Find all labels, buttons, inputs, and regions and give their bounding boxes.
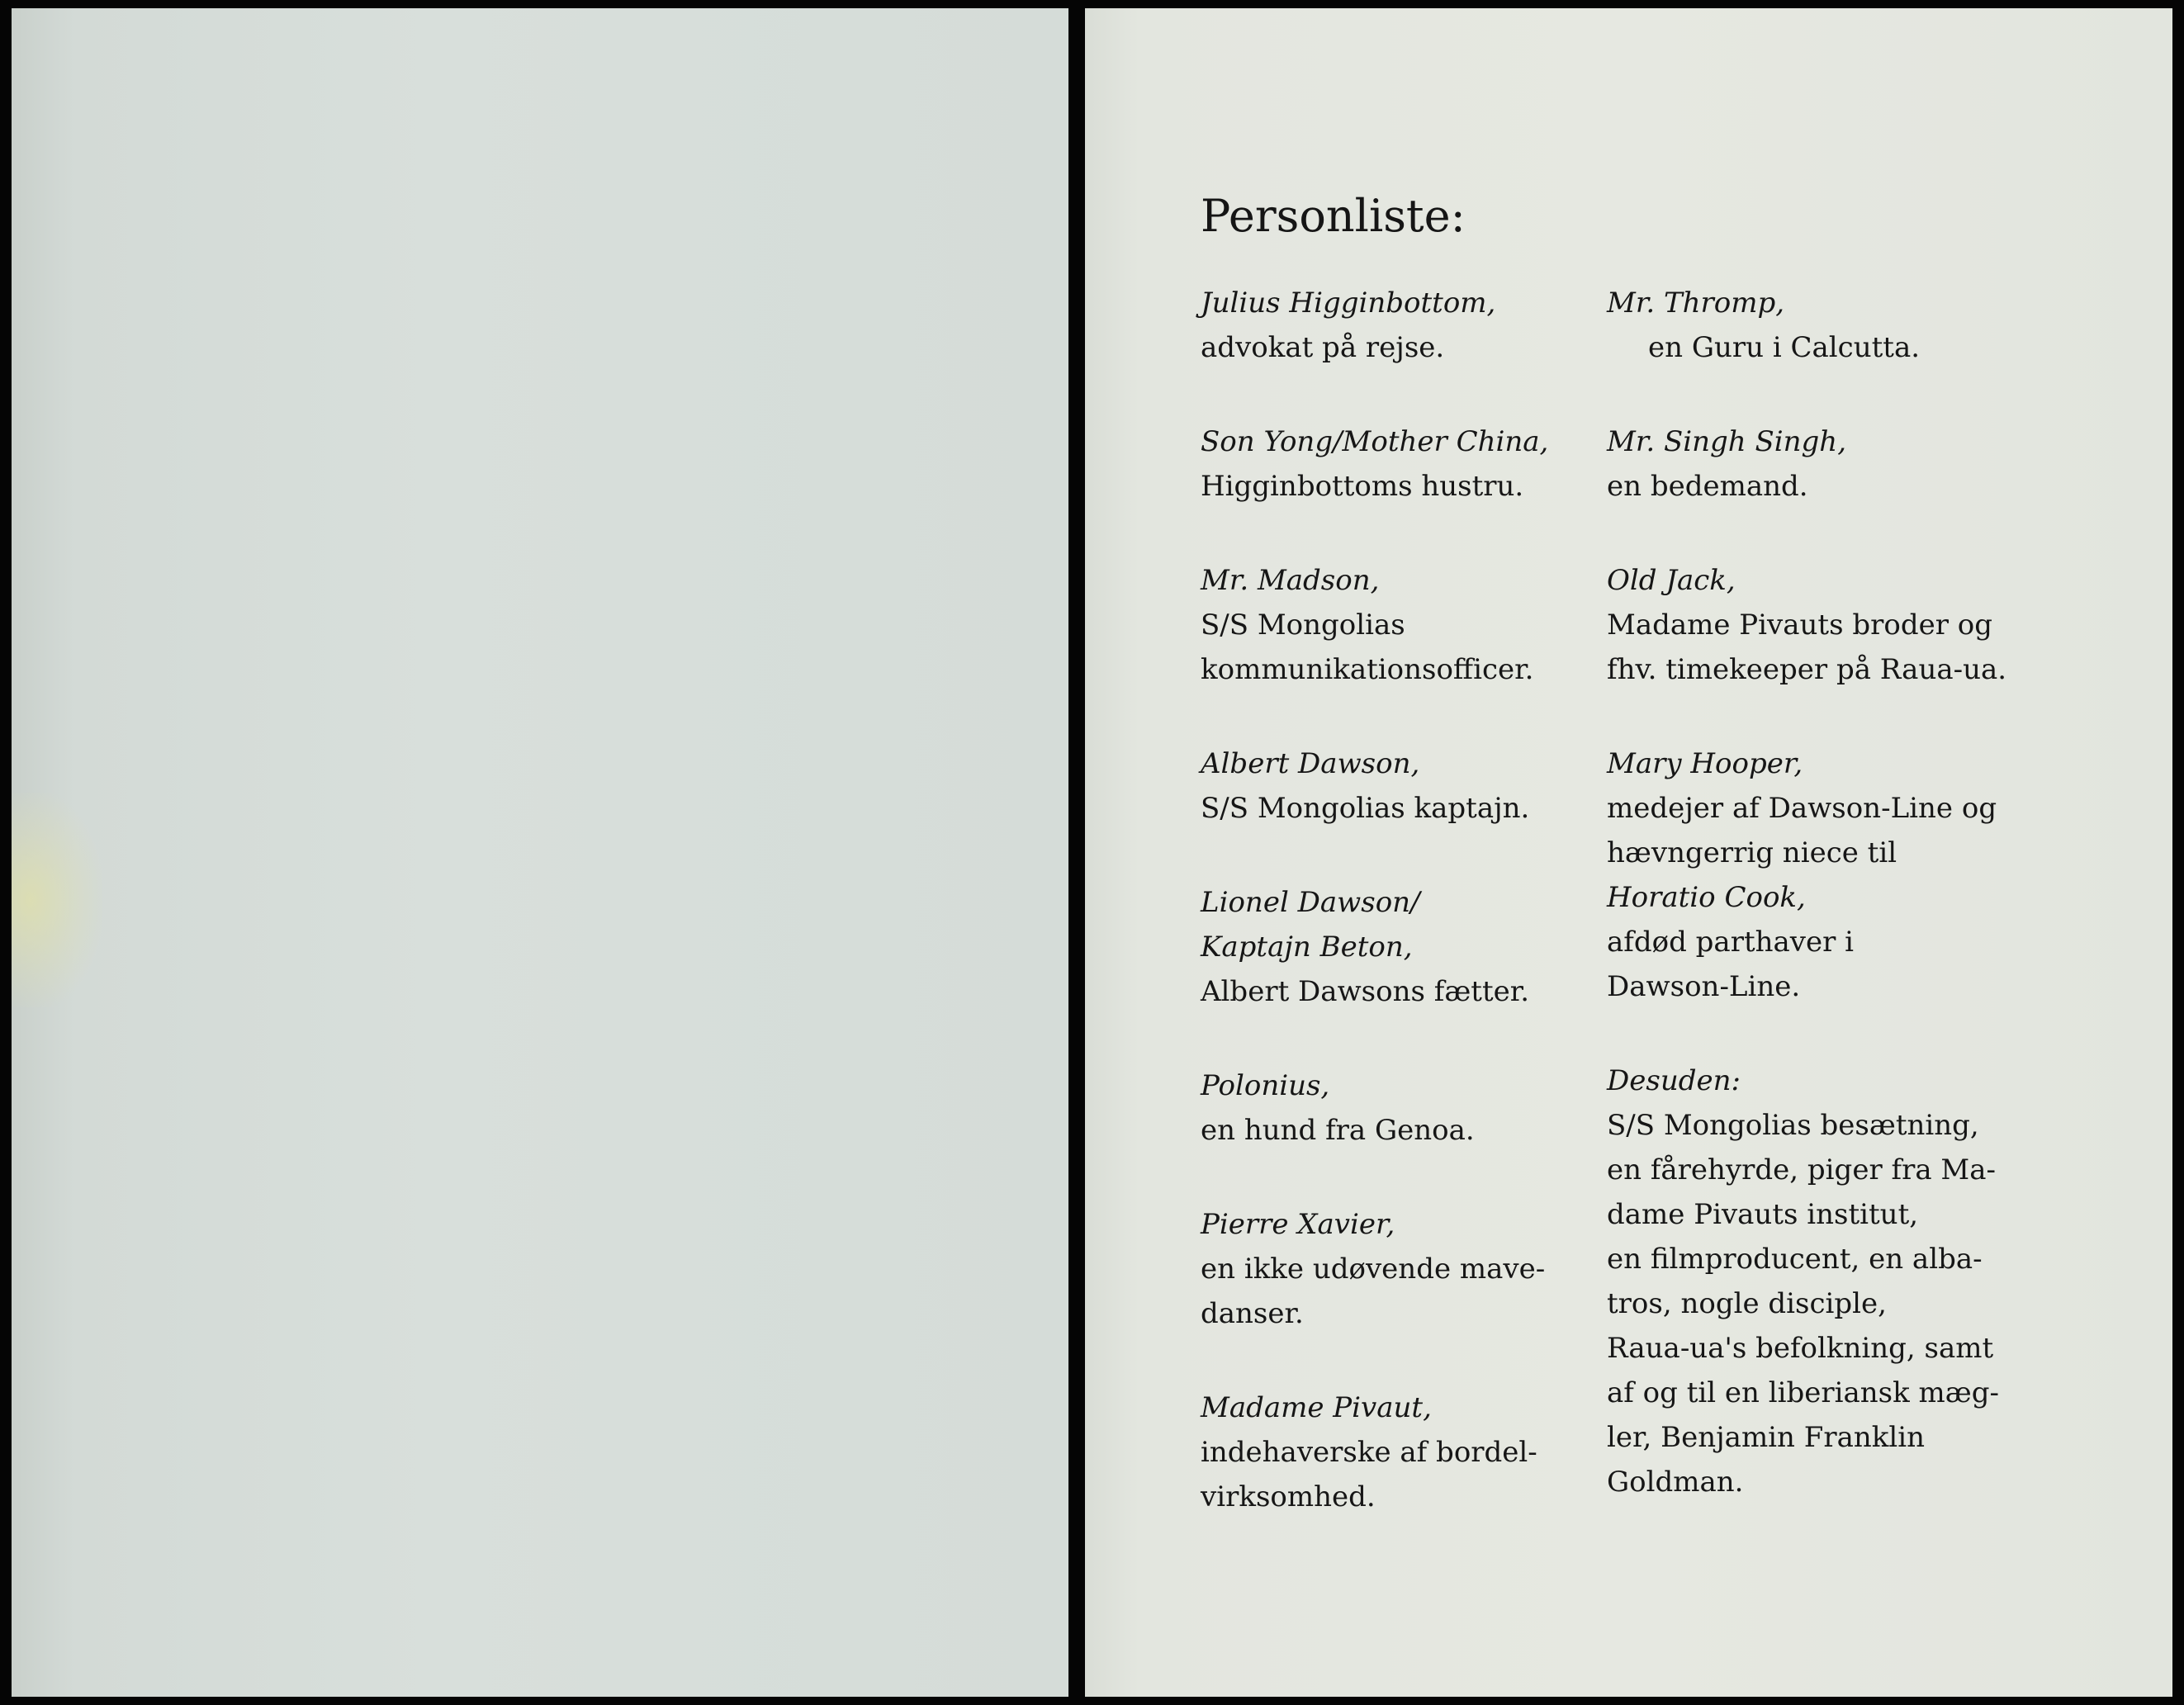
cast-entry	[1607, 419, 2036, 509]
cast-entry	[1607, 1059, 2036, 1504]
page-stain	[12, 793, 102, 1007]
character-name: Horatio Cook,	[1607, 881, 1806, 914]
character-description: virksomhed.	[1201, 1480, 1376, 1513]
character-description: S/S Mongolias kaptajn.	[1201, 792, 1530, 825]
cast-entry	[1607, 558, 2036, 692]
character-name: Old Jack,	[1607, 564, 1736, 597]
cast-entry	[1607, 741, 2036, 1009]
character-description: Goldman.	[1607, 1466, 1744, 1499]
character-name: Polonius,	[1201, 1069, 1330, 1102]
cast-entry	[1201, 558, 1630, 692]
character-description: af og til en liberiansk mæg-	[1607, 1376, 1999, 1409]
cast-entry	[1607, 281, 2036, 370]
character-description: tros, nogle disciple,	[1607, 1287, 1887, 1320]
character-name: Mr. Madson,	[1201, 564, 1380, 597]
character-name: Mr. Thromp,	[1607, 287, 1785, 320]
character-name: Pierre Xavier,	[1201, 1208, 1395, 1241]
cast-column-right	[1607, 281, 2036, 1554]
character-description: en Guru i Calcutta.	[1648, 331, 1921, 364]
character-description: danser.	[1201, 1297, 1304, 1330]
character-description: en fårehyrde, piger fra Ma-	[1607, 1153, 1996, 1186]
section-label: Desuden:	[1607, 1064, 1741, 1097]
character-description: fhv. timekeeper på Raua-ua.	[1607, 653, 2007, 686]
character-description: en bedemand.	[1607, 470, 1808, 503]
character-description: Raua-ua's befolkning, samt	[1607, 1332, 1994, 1365]
cast-entry	[1201, 419, 1630, 509]
character-description: medejer af Dawson-Line og	[1607, 792, 1997, 825]
character-description: en ikke udøvende mave-	[1201, 1253, 1546, 1286]
character-description: advokat på rejse.	[1201, 331, 1445, 364]
character-name: Kaptajn Beton,	[1201, 931, 1413, 964]
character-name: Albert Dawson,	[1201, 747, 1420, 780]
left-page-blank	[12, 8, 1068, 1697]
page-title: Personliste:	[1201, 190, 1466, 242]
character-name: Madame Pivaut,	[1201, 1391, 1432, 1424]
cast-entry	[1201, 1063, 1630, 1153]
character-description: indehaverske af bordel-	[1201, 1436, 1537, 1469]
character-name: Lionel Dawson/	[1201, 886, 1420, 919]
cast-entry	[1201, 1202, 1630, 1336]
character-description: en hund fra Genoa.	[1201, 1114, 1475, 1147]
character-description: en filmproducent, en alba-	[1607, 1243, 1983, 1276]
character-description: afdød parthaver i	[1607, 926, 1855, 959]
character-name: Mary Hooper,	[1607, 747, 1803, 780]
cast-entry	[1201, 741, 1630, 831]
character-description: Madame Pivauts broder og	[1607, 609, 1993, 642]
character-name: Julius Higginbottom,	[1201, 287, 1496, 320]
character-description: dame Pivauts institut,	[1607, 1198, 1919, 1231]
cast-entry	[1201, 1385, 1630, 1519]
cast-entry	[1201, 281, 1630, 370]
character-description: S/S Mongolias besætning,	[1607, 1109, 1979, 1142]
character-name: Mr. Singh Singh,	[1607, 425, 1847, 458]
cast-column-left	[1201, 281, 1630, 1569]
right-page	[1085, 8, 2172, 1697]
character-description: S/S Mongolias	[1201, 609, 1405, 642]
character-description: Albert Dawsons fætter.	[1201, 975, 1530, 1008]
cast-entry	[1201, 880, 1630, 1014]
character-description: Higginbottoms hustru.	[1201, 470, 1524, 503]
character-name: Son Yong/Mother China,	[1201, 425, 1549, 458]
character-description: ler, Benjamin Franklin	[1607, 1421, 1926, 1454]
character-description: kommunikationsofficer.	[1201, 653, 1534, 686]
character-description: Dawson-Line.	[1607, 970, 1801, 1003]
character-description: hævngerrig niece til	[1607, 836, 1897, 869]
